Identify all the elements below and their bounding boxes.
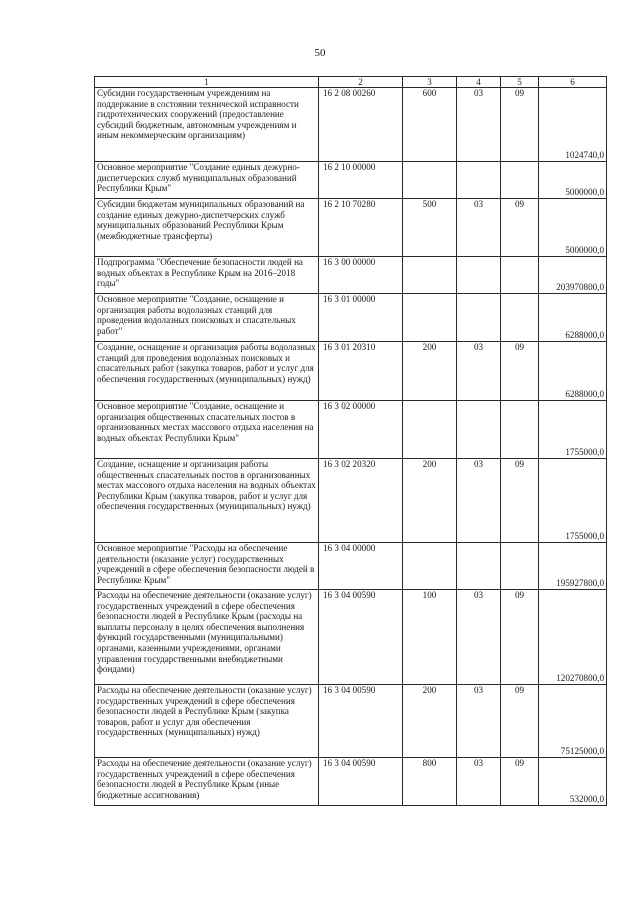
- row-section: 03: [457, 88, 501, 162]
- row-section: 03: [457, 758, 501, 806]
- row-code: 16 3 02 20320: [319, 459, 403, 543]
- row-section: 03: [457, 685, 501, 758]
- column-header: 1: [95, 77, 319, 88]
- row-name: Основное мероприятие "Создание, оснащение и организация работы водолазных станций для проведения водолазных поисковых и спасательных работ": [95, 294, 319, 342]
- row-type: [403, 543, 457, 590]
- row-name: Субсидии государственным учреждениям на поддержание в состоянии технической исправности гидротехнических сооружений (предоставление субсидий бюджетным, автономным учреждениям и иным некоммерческим организациям): [95, 88, 319, 162]
- row-code: 16 3 04 00590: [319, 758, 403, 806]
- row-name: Основное мероприятие "Создание, оснащение и организация общественных спасательных постов в организованных местах массового отдыха населения на водных объектах Республики Крым": [95, 401, 319, 459]
- row-sum: 1024740,0: [539, 88, 607, 162]
- row-subsection: 09: [501, 199, 539, 257]
- row-type: [403, 294, 457, 342]
- row-type: 200: [403, 685, 457, 758]
- row-name: Создание, оснащение и организация работы водолазных станций для проведения водолазных поисковых и спасательных работ (закупка товаров, работ и услуг для обеспечения государственных (муниципальных) нужд): [95, 342, 319, 401]
- budget-table: [94, 76, 607, 806]
- row-subsection: 09: [501, 459, 539, 543]
- page-number: 50: [314, 47, 326, 59]
- row-section: [457, 257, 501, 294]
- row-code: 16 2 08 00260: [319, 88, 403, 162]
- table-row: [95, 543, 607, 590]
- row-code: 16 2 10 00000: [319, 162, 403, 199]
- row-sum: 532000,0: [539, 758, 607, 806]
- row-type: 800: [403, 758, 457, 806]
- row-code: 16 3 04 00590: [319, 590, 403, 685]
- row-subsection: [501, 401, 539, 459]
- row-section: 03: [457, 459, 501, 543]
- row-name: Субсидии бюджетам муниципальных образований на создание единых дежурно-диспетчерских служб муниципальных образований Республики Крым (межбюджетные трансферты): [95, 199, 319, 257]
- row-name: Расходы на обеспечение деятельности (оказание услуг) государственных учреждений в сфере обеспечения безопасности людей в Республике Крым (закупка товаров, работ и услуг для обеспечения государственных (муниципальных) нужд): [95, 685, 319, 758]
- row-subsection: 09: [501, 342, 539, 401]
- row-subsection: 09: [501, 758, 539, 806]
- row-subsection: [501, 257, 539, 294]
- row-subsection: 09: [501, 590, 539, 685]
- row-subsection: 09: [501, 88, 539, 162]
- table-row: [95, 88, 607, 162]
- row-section: 03: [457, 590, 501, 685]
- row-type: 600: [403, 88, 457, 162]
- column-header: 3: [403, 77, 457, 88]
- table-row: [95, 758, 607, 806]
- column-header: 4: [457, 77, 501, 88]
- table-row: [95, 342, 607, 401]
- row-section: 03: [457, 342, 501, 401]
- row-code: 16 3 00 00000: [319, 257, 403, 294]
- row-code: 16 3 04 00590: [319, 685, 403, 758]
- column-header: 2: [319, 77, 403, 88]
- row-subsection: 09: [501, 685, 539, 758]
- row-sum: 6288000,0: [539, 342, 607, 401]
- row-type: [403, 162, 457, 199]
- row-subsection: [501, 294, 539, 342]
- table-row: [95, 294, 607, 342]
- row-name: Подпрограмма "Обеспечение безопасности людей на водных объектах в Республике Крым на 2016–2018 годы": [95, 257, 319, 294]
- row-code: 16 3 02 00000: [319, 401, 403, 459]
- row-section: [457, 401, 501, 459]
- table-row: [95, 162, 607, 199]
- row-type: 100: [403, 590, 457, 685]
- table-row: [95, 401, 607, 459]
- row-section: [457, 162, 501, 199]
- column-header: 6: [539, 77, 607, 88]
- table-row: [95, 199, 607, 257]
- table-row: [95, 685, 607, 758]
- row-type: 500: [403, 199, 457, 257]
- table-row: [95, 257, 607, 294]
- row-section: 03: [457, 199, 501, 257]
- row-sum: 5000000,0: [539, 199, 607, 257]
- row-name: Расходы на обеспечение деятельности (оказание услуг) государственных учреждений в сфере обеспечения безопасности людей в Республике Крым (иные бюджетные ассигнования): [95, 758, 319, 806]
- row-name: Расходы на обеспечение деятельности (оказание услуг) государственных учреждений в сфере обеспечения безопасности людей в Республике Крым (расходы на выплаты персоналу в целях обеспечения выполнения функций государственными (муниципальными) органами, казенными учреждениями, органами управления государственными внебюджетными фондами): [95, 590, 319, 685]
- row-name: Основное мероприятие "Создание единых дежурно-диспетчерских служб муниципальных образований Республики Крым": [95, 162, 319, 199]
- row-name: Основное мероприятие "Расходы на обеспечение деятельности (оказание услуг) государственных учреждений в сфере обеспечения безопасности людей в Республике Крым": [95, 543, 319, 590]
- row-sum: 1755000,0: [539, 459, 607, 543]
- row-sum: 195927800,0: [539, 543, 607, 590]
- table-row: [95, 590, 607, 685]
- row-type: [403, 401, 457, 459]
- row-code: 16 3 01 20310: [319, 342, 403, 401]
- column-header: 5: [501, 77, 539, 88]
- table-header-row: [95, 77, 607, 88]
- row-name: Создание, оснащение и организация работы общественных спасательных постов в организованных местах массового отдыха населения на водных объектах Республики Крым (закупка товаров, работ и услуг для обеспечения государственных (муниципальных) нужд): [95, 459, 319, 543]
- row-section: [457, 543, 501, 590]
- row-code: 16 3 01 00000: [319, 294, 403, 342]
- row-code: 16 3 04 00000: [319, 543, 403, 590]
- row-sum: 1755000,0: [539, 401, 607, 459]
- row-sum: 5000000,0: [539, 162, 607, 199]
- row-subsection: [501, 543, 539, 590]
- row-subsection: [501, 162, 539, 199]
- row-type: [403, 257, 457, 294]
- row-sum: 120270800,0: [539, 590, 607, 685]
- row-sum: 6288000,0: [539, 294, 607, 342]
- row-type: 200: [403, 342, 457, 401]
- row-sum: 75125000,0: [539, 685, 607, 758]
- row-type: 200: [403, 459, 457, 543]
- row-sum: 203970800,0: [539, 257, 607, 294]
- row-code: 16 2 10 70280: [319, 199, 403, 257]
- table-row: [95, 459, 607, 543]
- row-section: [457, 294, 501, 342]
